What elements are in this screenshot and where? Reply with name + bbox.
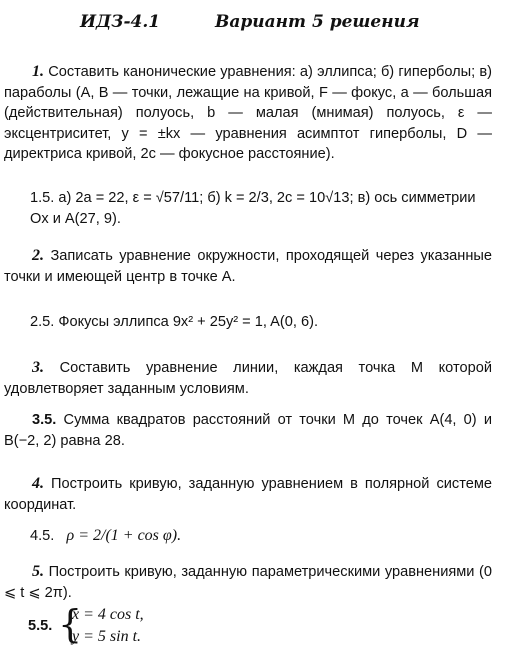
task-3-text: Составить уравнение линии, каждая точка M которой удовлетворяет заданным условиям.	[4, 360, 492, 397]
task-5-number: 5.	[32, 563, 44, 580]
task-3	[4, 358, 492, 399]
solution-3-number: 3.5.	[32, 412, 57, 428]
solution-1-number: 1.5.	[30, 190, 55, 206]
solution-5-equation-x: x = 4 cos t,	[72, 606, 144, 623]
solution-4-text: ρ = 2/(1 + cos φ).	[66, 527, 182, 544]
solution-4-number: 4.5.	[30, 528, 55, 544]
solution-4	[30, 526, 518, 547]
task-2-number: 2.	[32, 247, 44, 264]
solution-5-equation-y: y = 5 sin t.	[72, 628, 142, 645]
solution-1	[30, 188, 492, 229]
variant-title: Вариант 5 решения	[215, 12, 420, 32]
task-2	[4, 246, 492, 287]
header	[0, 8, 518, 38]
solution-5-number: 5.5.	[28, 618, 53, 634]
solution-3-text: Сумма квадратов расстояний от точки M до точек A(4, 0) и B(−2, 2) равна 28.	[4, 412, 492, 449]
task-5	[4, 562, 492, 603]
task-4	[4, 474, 492, 515]
task-3-number: 3.	[32, 359, 44, 376]
solution-2	[30, 312, 518, 333]
solution-2-number: 2.5.	[30, 314, 55, 330]
solution-2-text: Фокусы эллипса 9x² + 25y² = 1, A(0, 6).	[58, 314, 319, 330]
assignment-code: ИДЗ-4.1	[80, 12, 161, 32]
task-1	[4, 62, 492, 165]
solution-1-text: а) 2a = 22, ε = √57/11; б) k = 2/3, 2c = 10√13; в) ось симметрии Ox и A(27, 9).	[30, 190, 476, 227]
task-1-number: 1.	[32, 63, 44, 80]
task-4-number: 4.	[32, 475, 44, 492]
solution-3	[4, 410, 492, 451]
task-1-text: Составить канонические уравнения: а) эллипса; б) гиперболы; в) параболы (A, B — точки, лежащие на кривой, F — фокус, a — большая (действительная) полуось, b — малая (мнимая) полуось, ε — эксцентриситет, y = ±kx — уравнения асимптот гиперболы, D — директриса кривой, 2c — фокусное расстояние).	[4, 64, 492, 163]
task-4-text: Построить кривую, заданную уравнением в полярной системе координат.	[4, 476, 492, 513]
task-5-text: Построить кривую, заданную параметрическими уравнениями (0 ⩽ t ⩽ 2π).	[4, 564, 492, 601]
system-brace: {	[58, 602, 83, 646]
task-2-text: Записать уравнение окружности, проходящей через указанные точки и имеющей центр в точке A.	[4, 248, 492, 285]
